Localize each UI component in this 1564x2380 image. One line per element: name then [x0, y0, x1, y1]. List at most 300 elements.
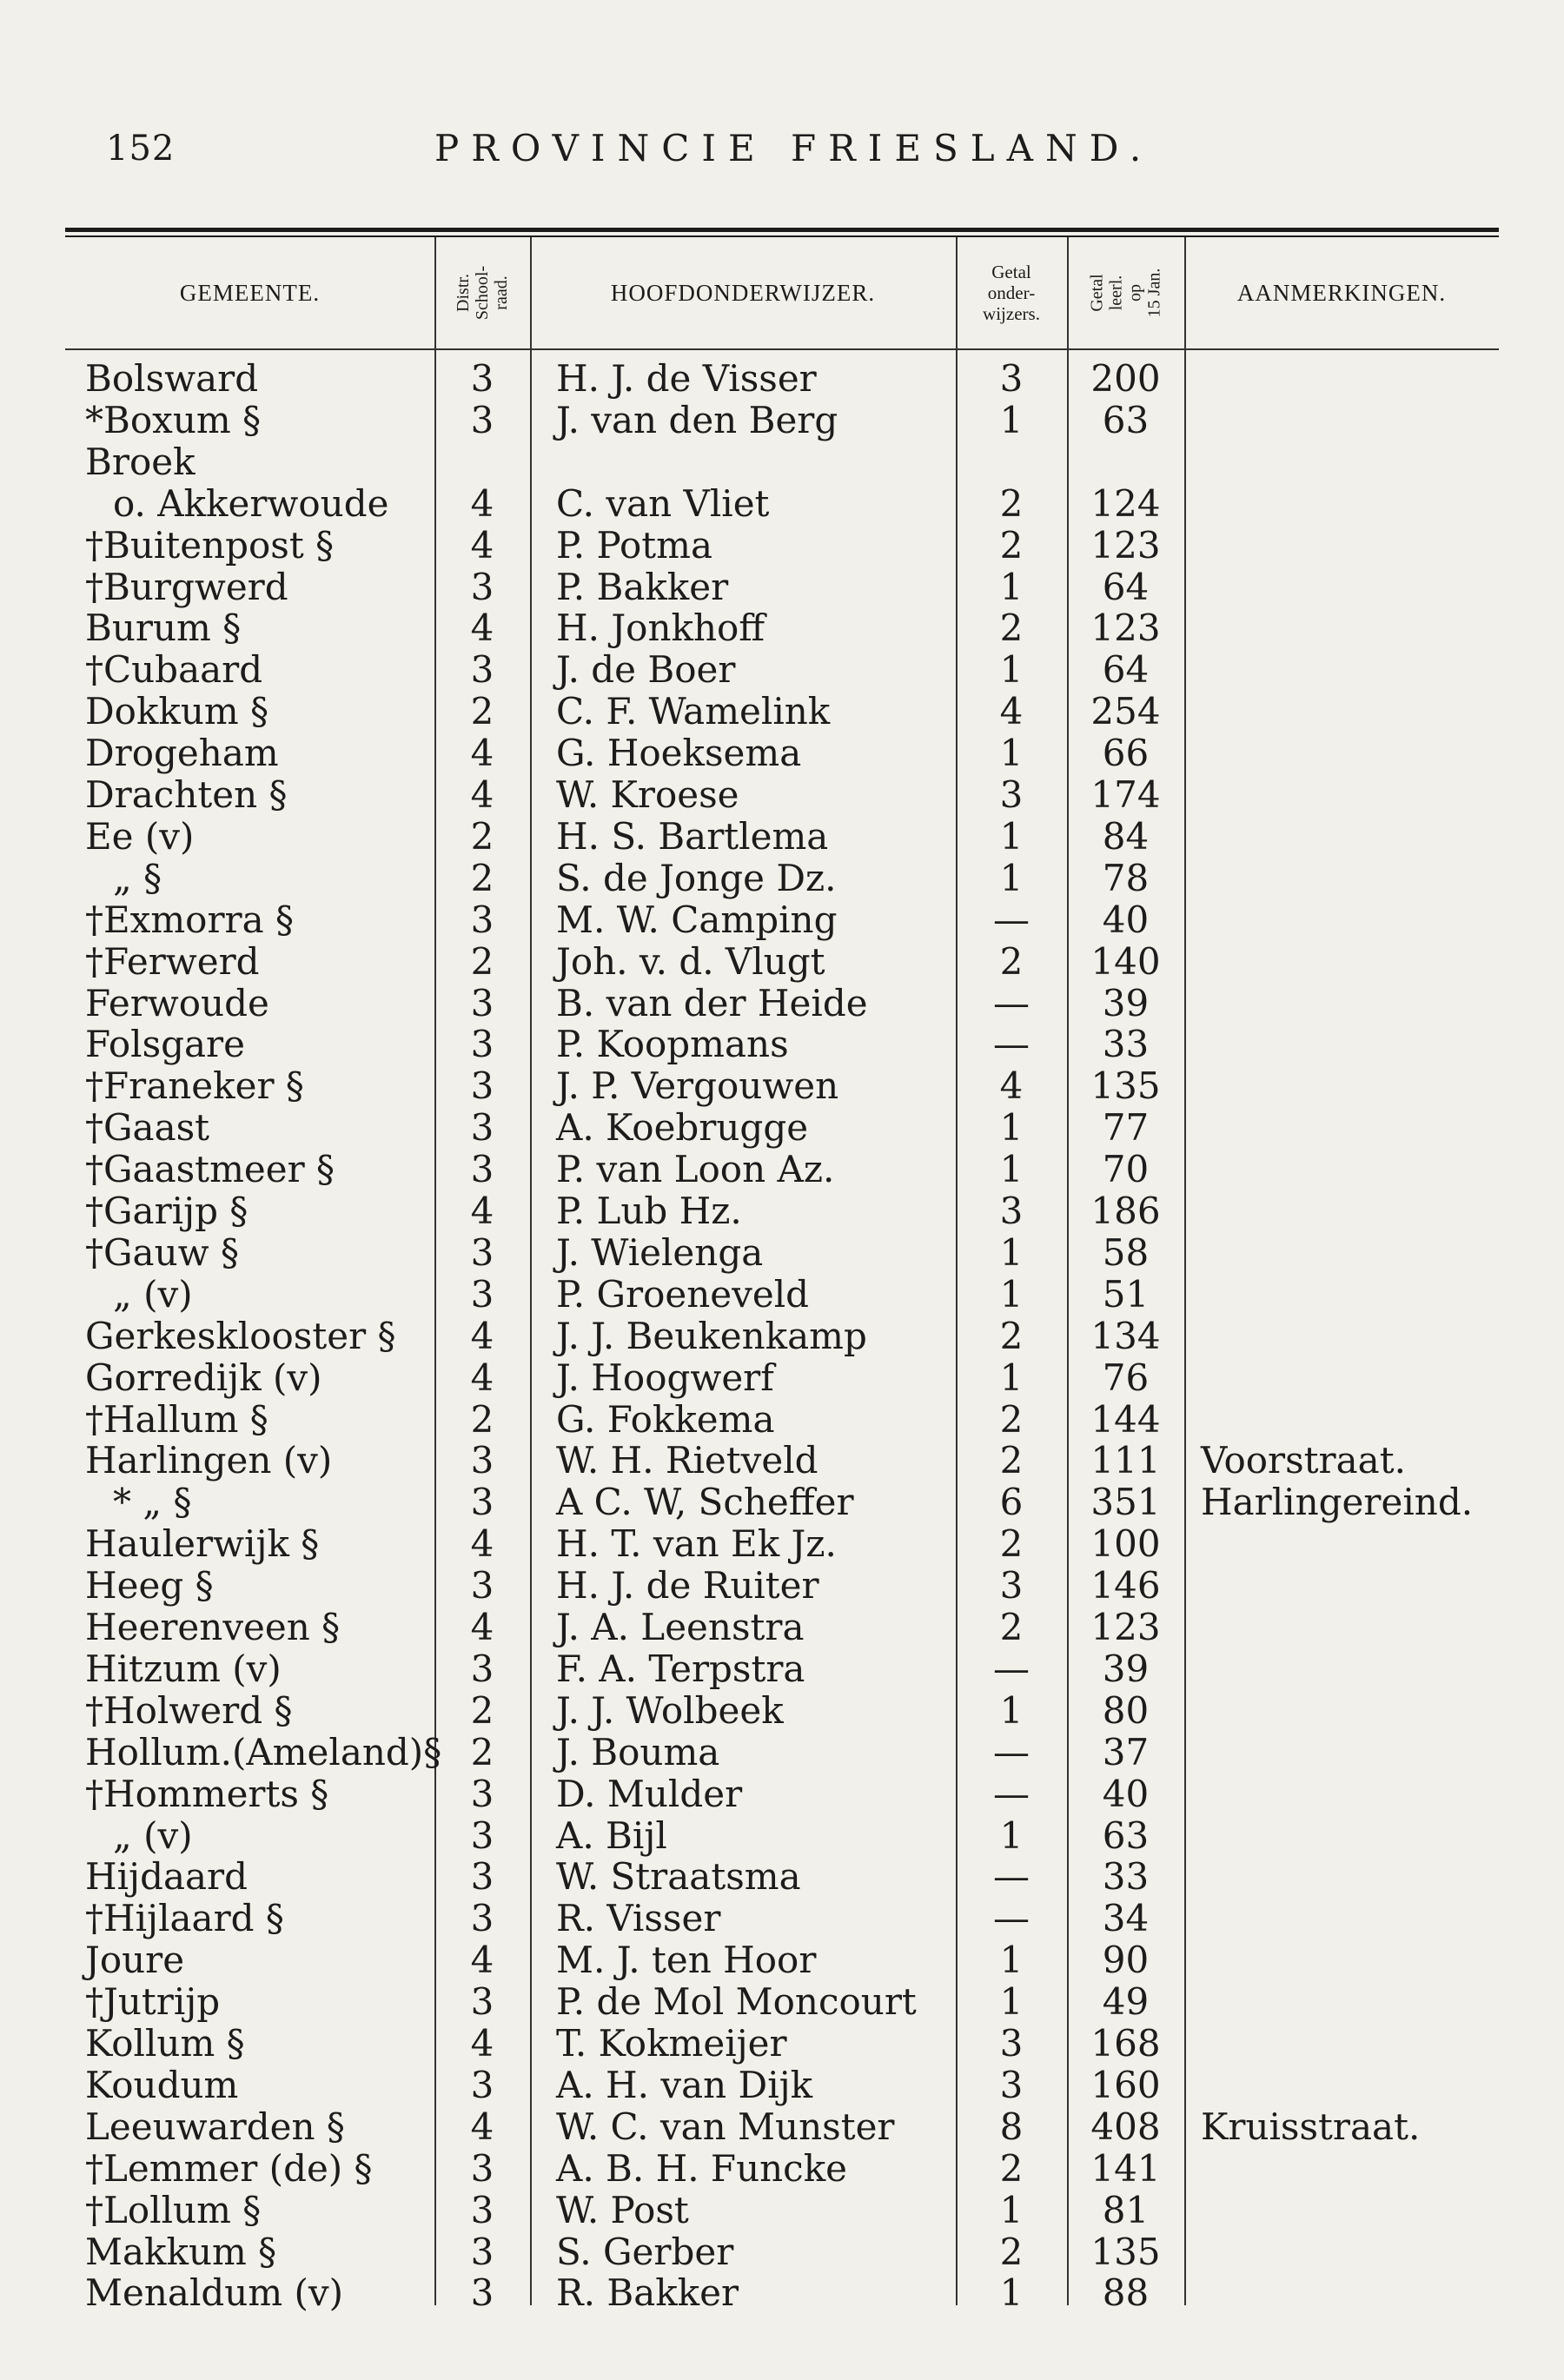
cell-hoofdonderwijzer: P. Lub Hz. [556, 1190, 742, 1232]
cell-getal-onderwijzers: — [993, 1897, 1030, 1940]
cell-getal-onderwijzers: — [993, 1647, 1030, 1690]
cell-getal-onderwijzers: — [993, 1023, 1030, 1066]
cell-hoofdonderwijzer: J. Wielenga [556, 1230, 764, 1274]
cell-getal-leerlingen: 58 [1102, 1230, 1150, 1274]
cell-distr: 3 [470, 2230, 494, 2273]
cell-getal-onderwijzers: 1 [999, 1356, 1024, 1399]
table-row [0, 567, 1564, 607]
cell-getal-leerlingen: 40 [1102, 1772, 1150, 1815]
header-leerl-line2: leerl. [1106, 275, 1126, 311]
header-leerl-line1: Getal [1087, 274, 1107, 312]
table-row [0, 1316, 1564, 1356]
cell-hoofdonderwijzer: G. Fokkema [556, 1397, 775, 1441]
header-gemeente: GEMEENTE. [179, 279, 321, 306]
page-number: 152 [106, 129, 176, 169]
cell-gemeente: Drogeham [85, 732, 279, 775]
cell-gemeente: Haulerwijk § [85, 1522, 320, 1566]
cell-getal-onderwijzers: 1 [999, 648, 1024, 692]
cell-gemeente: Ferwoude [85, 981, 269, 1024]
table-row [0, 691, 1564, 732]
table-row [0, 733, 1564, 773]
cell-gemeente: o. Akkerwoude [113, 481, 389, 525]
cell-hoofdonderwijzer: M. W. Camping [556, 898, 838, 941]
cell-hoofdonderwijzer: A. H. van Dijk [556, 2063, 813, 2106]
cell-getal-onderwijzers: — [993, 1730, 1030, 1773]
table-row [0, 1773, 1564, 1814]
cell-distr: 2 [470, 814, 494, 858]
cell-hoofdonderwijzer: R. Visser [556, 1897, 721, 1940]
cell-distr: 3 [470, 2271, 494, 2315]
cell-getal-onderwijzers: 6 [999, 1481, 1024, 1524]
cell-hoofdonderwijzer: P. Koopmans [556, 1023, 789, 1066]
table-row [0, 1440, 1564, 1481]
cell-distr: 3 [470, 357, 494, 400]
cell-gemeente: †Hijlaard § [85, 1897, 284, 1940]
cell-getal-onderwijzers: — [993, 1772, 1030, 1815]
cell-hoofdonderwijzer: J. P. Vergouwen [556, 1064, 839, 1108]
cell-hoofdonderwijzer: H. T. van Ek Jz. [556, 1522, 837, 1566]
cell-getal-leerlingen: 134 [1090, 1314, 1161, 1357]
cell-hoofdonderwijzer: A. Koebrugge [556, 1106, 809, 1150]
cell-getal-onderwijzers: 1 [999, 1148, 1024, 1191]
cell-getal-onderwijzers: 3 [999, 357, 1024, 400]
cell-getal-leerlingen: 200 [1090, 357, 1161, 400]
cell-distr: 4 [470, 2105, 494, 2148]
cell-hoofdonderwijzer: J. J. Beukenkamp [556, 1314, 867, 1357]
cell-gemeente: †Hommerts § [85, 1772, 329, 1815]
cell-distr: 2 [470, 690, 494, 733]
cell-getal-onderwijzers: 1 [999, 1272, 1024, 1316]
table-row [0, 941, 1564, 982]
cell-gemeente: Koudum [85, 2063, 239, 2106]
header-hoofdonderwijzer: HOOFDONDERWIJZER. [610, 279, 876, 306]
cell-gemeente: Hitzum (v) [85, 1647, 282, 1690]
cell-getal-leerlingen: 63 [1102, 1813, 1150, 1857]
cell-distr: 4 [470, 2022, 494, 2065]
cell-gemeente: Harlingen (v) [85, 1439, 333, 1482]
cell-hoofdonderwijzer: A. B. H. Funcke [556, 2146, 847, 2190]
cell-getal-leerlingen: 123 [1090, 523, 1161, 567]
cell-gemeente: †Gaastmeer § [85, 1148, 335, 1191]
cell-gemeente: †Holwerd § [85, 1688, 293, 1732]
table-row [0, 483, 1564, 524]
cell-getal-onderwijzers: — [993, 981, 1030, 1024]
table-row [0, 1024, 1564, 1064]
cell-gemeente: †Burgwerd [85, 565, 288, 608]
cell-gemeente: Makkum § [85, 2230, 277, 2273]
table-row [0, 1107, 1564, 1148]
cell-distr: 3 [470, 1647, 494, 1690]
cell-distr: 4 [470, 523, 494, 567]
cell-getal-leerlingen: 141 [1090, 2146, 1161, 2190]
cell-gemeente: †Jutrijp [85, 1980, 221, 2024]
cell-hoofdonderwijzer: J. A. Leenstra [556, 1606, 805, 1648]
cell-hoofdonderwijzer: Joh. v. d. Vlugt [556, 939, 825, 983]
cell-getal-onderwijzers: — [993, 898, 1030, 941]
cell-gemeente: Heerenveen § [85, 1606, 341, 1648]
cell-hoofdonderwijzer: P. Bakker [556, 565, 729, 608]
cell-getal-onderwijzers: 1 [999, 1230, 1024, 1274]
cell-aanmerkingen: Kruisstraat. [1201, 2105, 1421, 2148]
cell-getal-onderwijzers: 1 [999, 1813, 1024, 1857]
table-row [0, 1690, 1564, 1731]
cell-distr: 4 [470, 773, 494, 816]
cell-distr: 2 [470, 939, 494, 983]
cell-gemeente: * „ § [113, 1481, 192, 1524]
table-row [0, 858, 1564, 898]
cell-getal-leerlingen: 78 [1102, 856, 1150, 899]
header-rule-bottom [65, 348, 1499, 350]
cell-getal-leerlingen: 135 [1090, 2230, 1161, 2273]
cell-getal-leerlingen: 77 [1102, 1106, 1150, 1150]
cell-getal-leerlingen: 146 [1090, 1564, 1161, 1608]
cell-getal-leerlingen: 70 [1102, 1148, 1150, 1191]
cell-getal-onderwijzers: 3 [999, 2063, 1024, 2106]
cell-distr: 3 [470, 1230, 494, 1274]
cell-distr: 2 [470, 1688, 494, 1732]
cell-distr: 4 [470, 1522, 494, 1566]
cell-hoofdonderwijzer: A C. W, Scheffer [556, 1481, 854, 1524]
table-row [0, 774, 1564, 815]
cell-gemeente: †Ferwerd [85, 939, 260, 983]
cell-getal-onderwijzers: 4 [999, 690, 1024, 733]
table-row [0, 2231, 1564, 2272]
cell-hoofdonderwijzer: T. Kokmeijer [556, 2022, 787, 2065]
cell-getal-onderwijzers: 2 [999, 1439, 1024, 1482]
cell-hoofdonderwijzer: J. van den Berg [556, 398, 838, 441]
cell-getal-onderwijzers: 1 [999, 565, 1024, 608]
header-leerl-line4: 15 Jan. [1144, 268, 1164, 318]
cell-getal-onderwijzers: 1 [999, 1106, 1024, 1150]
cell-getal-onderwijzers: 2 [999, 481, 1024, 525]
cell-getal-onderwijzers: 1 [999, 814, 1024, 858]
cell-distr: 4 [470, 1939, 494, 1982]
cell-getal-onderwijzers: 1 [999, 2271, 1024, 2315]
cell-distr: 3 [470, 1813, 494, 1857]
header-distr-line2: School- [473, 265, 492, 321]
cell-hoofdonderwijzer: G. Hoeksema [556, 732, 802, 775]
cell-getal-onderwijzers: 1 [999, 732, 1024, 775]
table-row [0, 2190, 1564, 2231]
cell-getal-onderwijzers: 3 [999, 2022, 1024, 2065]
cell-getal-onderwijzers: 8 [999, 2105, 1024, 2148]
cell-getal-onderwijzers: 3 [999, 1564, 1024, 1608]
table-row [0, 649, 1564, 690]
cell-hoofdonderwijzer: J. Hoogwerf [556, 1356, 774, 1399]
cell-hoofdonderwijzer: H. J. de Visser [556, 357, 817, 400]
cell-gemeente: „ (v) [113, 1272, 193, 1316]
table-row [0, 1482, 1564, 1522]
table-row [0, 2023, 1564, 2064]
cell-getal-leerlingen: 34 [1102, 1897, 1150, 1940]
cell-hoofdonderwijzer: J. Bouma [556, 1730, 720, 1773]
cell-getal-leerlingen: 88 [1102, 2271, 1150, 2315]
cell-getal-onderwijzers: 1 [999, 1939, 1024, 1982]
header-rule-thick [65, 228, 1499, 232]
table-row [0, 441, 1564, 482]
cell-getal-onderwijzers: 2 [999, 2146, 1024, 2190]
cell-gemeente: Hijdaard [85, 1855, 249, 1899]
cell-gemeente: Heeg § [85, 1564, 214, 1608]
cell-hoofdonderwijzer: A. Bijl [556, 1813, 667, 1857]
table-row [0, 2148, 1564, 2189]
cell-gemeente: Gerkesklooster § [85, 1314, 396, 1357]
cell-distr: 3 [470, 2146, 494, 2190]
running-title: PROVINCIE FRIESLAND. [434, 127, 1154, 169]
cell-gemeente: *Boxum § [85, 398, 262, 441]
cell-gemeente: Joure [85, 1939, 185, 1982]
cell-gemeente: Hollum.(Ameland)§ [85, 1730, 442, 1773]
cell-hoofdonderwijzer: H. S. Bartlema [556, 814, 829, 858]
cell-distr: 3 [470, 565, 494, 608]
cell-distr: 4 [470, 607, 494, 650]
cell-gemeente: Bolsward [85, 357, 259, 400]
cell-distr: 4 [470, 732, 494, 775]
cell-aanmerkingen: Harlingereind. [1201, 1481, 1474, 1524]
cell-distr: 4 [470, 1190, 494, 1232]
cell-getal-leerlingen: 64 [1102, 648, 1150, 692]
cell-gemeente: Folsgare [85, 1023, 245, 1066]
cell-hoofdonderwijzer: C. van Vliet [556, 481, 770, 525]
cell-gemeente: Drachten § [85, 773, 288, 816]
cell-distr: 3 [470, 1106, 494, 1150]
cell-getal-leerlingen: 37 [1102, 1730, 1150, 1773]
cell-hoofdonderwijzer: J. de Boer [556, 648, 736, 692]
cell-getal-leerlingen: 186 [1090, 1190, 1161, 1232]
cell-getal-onderwijzers: 1 [999, 1688, 1024, 1732]
cell-hoofdonderwijzer: S. Gerber [556, 2230, 734, 2273]
cell-getal-onderwijzers: 1 [999, 398, 1024, 441]
cell-getal-onderwijzers: 2 [999, 1397, 1024, 1441]
cell-getal-leerlingen: 123 [1090, 607, 1161, 650]
table-row [0, 1232, 1564, 1273]
cell-distr: 3 [470, 1855, 494, 1899]
cell-distr: 3 [470, 1064, 494, 1108]
cell-gemeente: Leeuwarden § [85, 2105, 345, 2148]
cell-gemeente: Dokkum § [85, 690, 269, 733]
cell-distr: 3 [470, 1772, 494, 1815]
header-leerl-line3: op [1125, 284, 1145, 302]
cell-hoofdonderwijzer: F. A. Terpstra [556, 1647, 805, 1690]
table-row [0, 816, 1564, 857]
cell-distr: 3 [470, 1439, 494, 1482]
cell-getal-leerlingen: 90 [1102, 1939, 1150, 1982]
cell-distr: 2 [470, 856, 494, 899]
cell-getal-onderwijzers: 1 [999, 856, 1024, 899]
cell-getal-onderwijzers: 2 [999, 1522, 1024, 1566]
cell-gemeente: Kollum § [85, 2022, 245, 2065]
cell-getal-leerlingen: 81 [1102, 2188, 1150, 2231]
table-row [0, 1523, 1564, 1564]
table-row [0, 607, 1564, 648]
cell-getal-leerlingen: 33 [1102, 1023, 1150, 1066]
cell-getal-leerlingen: 160 [1090, 2063, 1161, 2106]
cell-getal-onderwijzers: 2 [999, 523, 1024, 567]
cell-getal-onderwijzers: 1 [999, 2188, 1024, 2231]
table-row [0, 1357, 1564, 1398]
cell-getal-leerlingen: 63 [1102, 398, 1150, 441]
cell-distr: 4 [470, 1606, 494, 1648]
cell-gemeente: Ee (v) [85, 814, 195, 858]
table-row [0, 1607, 1564, 1647]
cell-gemeente: †Buitenpost § [85, 523, 335, 567]
cell-getal-leerlingen: 174 [1090, 773, 1161, 816]
cell-distr: 3 [470, 1564, 494, 1608]
cell-distr: 4 [470, 481, 494, 525]
cell-distr: 3 [470, 1897, 494, 1940]
cell-getal-onderwijzers: 3 [999, 1190, 1024, 1232]
cell-getal-leerlingen: 51 [1102, 1272, 1150, 1316]
table-row [0, 1856, 1564, 1897]
cell-getal-leerlingen: 135 [1090, 1064, 1161, 1108]
table-row [0, 1190, 1564, 1231]
cell-hoofdonderwijzer: P. Potma [556, 523, 713, 567]
cell-getal-onderwijzers: 2 [999, 1606, 1024, 1648]
cell-hoofdonderwijzer: W. H. Rietveld [556, 1439, 818, 1482]
cell-getal-onderwijzers: 1 [999, 1980, 1024, 2024]
cell-hoofdonderwijzer: D. Mulder [556, 1772, 743, 1815]
table-row [0, 1565, 1564, 1606]
cell-getal-leerlingen: 64 [1102, 565, 1150, 608]
cell-hoofdonderwijzer: P. Groeneveld [556, 1272, 810, 1316]
cell-getal-leerlingen: 140 [1090, 939, 1161, 983]
cell-distr: 3 [470, 2063, 494, 2106]
cell-hoofdonderwijzer: J. J. Wolbeek [556, 1688, 784, 1732]
cell-getal-leerlingen: 49 [1102, 1980, 1150, 2024]
cell-gemeente: †Lollum § [85, 2188, 262, 2231]
table-row [0, 1274, 1564, 1315]
cell-getal-onderwijzers: 2 [999, 607, 1024, 650]
cell-getal-onderwijzers: 3 [999, 773, 1024, 816]
header-getal-line2: onder- [987, 282, 1036, 303]
cell-distr: 4 [470, 1356, 494, 1399]
cell-hoofdonderwijzer: B. van der Heide [556, 981, 868, 1024]
cell-distr: 3 [470, 2188, 494, 2231]
cell-getal-leerlingen: 351 [1090, 1481, 1161, 1524]
cell-hoofdonderwijzer: H. Jonkhoff [556, 607, 765, 650]
cell-getal-onderwijzers: 4 [999, 1064, 1024, 1108]
cell-distr: 3 [470, 1023, 494, 1066]
cell-distr: 3 [470, 898, 494, 941]
cell-getal-onderwijzers: — [993, 1855, 1030, 1899]
table-row [0, 1898, 1564, 1939]
table-row [0, 1149, 1564, 1190]
cell-hoofdonderwijzer: C. F. Wamelink [556, 690, 831, 733]
cell-gemeente: †Gauw § [85, 1230, 239, 1274]
table-row [0, 2106, 1564, 2147]
cell-hoofdonderwijzer: W. Kroese [556, 773, 739, 816]
cell-getal-leerlingen: 123 [1090, 1606, 1161, 1648]
cell-gemeente: „ § [113, 856, 162, 899]
table-row [0, 1981, 1564, 2022]
cell-gemeente: †Garijp § [85, 1190, 249, 1232]
cell-getal-leerlingen: 80 [1102, 1688, 1150, 1732]
cell-hoofdonderwijzer: P. de Mol Moncourt [556, 1980, 917, 2024]
cell-hoofdonderwijzer: W. Post [556, 2188, 689, 2231]
cell-gemeente: †Cubaard [85, 648, 263, 692]
cell-hoofdonderwijzer: H. J. de Ruiter [556, 1564, 819, 1608]
table-row [0, 358, 1564, 399]
header-distr-line3: raad. [492, 275, 511, 310]
cell-getal-leerlingen: 168 [1090, 2022, 1161, 2065]
cell-distr: 3 [470, 1980, 494, 2024]
table-row [0, 2272, 1564, 2313]
cell-getal-leerlingen: 124 [1090, 481, 1161, 525]
table-row [0, 400, 1564, 441]
table-row [0, 2065, 1564, 2105]
cell-hoofdonderwijzer: M. J. ten Hoor [556, 1939, 817, 1982]
cell-aanmerkingen: Voorstraat. [1201, 1439, 1406, 1482]
cell-getal-leerlingen: 40 [1102, 898, 1150, 941]
cell-distr: 3 [470, 1148, 494, 1191]
cell-distr: 3 [470, 981, 494, 1024]
table-row [0, 1732, 1564, 1773]
cell-gemeente: „ (v) [113, 1813, 193, 1857]
header-getal-leerlingen [1067, 237, 1184, 348]
cell-gemeente: Gorredijk (v) [85, 1356, 322, 1399]
cell-getal-onderwijzers: 2 [999, 2230, 1024, 2273]
cell-gemeente: †Franeker § [85, 1064, 304, 1108]
cell-getal-leerlingen: 66 [1102, 732, 1150, 775]
cell-gemeente: †Gaast [85, 1106, 210, 1150]
cell-getal-leerlingen: 33 [1102, 1855, 1150, 1899]
cell-gemeente: Menaldum (v) [85, 2271, 343, 2315]
cell-gemeente: †Hallum § [85, 1397, 268, 1441]
cell-gemeente: †Exmorra § [85, 898, 295, 941]
cell-distr: 4 [470, 1314, 494, 1357]
cell-distr: 3 [470, 648, 494, 692]
header-getal-line1: Getal [991, 261, 1031, 282]
table-row [0, 1648, 1564, 1689]
header-aanmerkingen: AANMERKINGEN. [1236, 279, 1447, 306]
cell-getal-leerlingen: 144 [1090, 1397, 1161, 1441]
cell-distr: 3 [470, 1481, 494, 1524]
table-row [0, 899, 1564, 940]
cell-getal-leerlingen: 39 [1102, 981, 1150, 1024]
header-distr-line1: Distr. [454, 274, 473, 312]
cell-hoofdonderwijzer: P. van Loon Az. [556, 1148, 835, 1191]
cell-distr: 2 [470, 1397, 494, 1441]
cell-hoofdonderwijzer: S. de Jonge Dz. [556, 856, 837, 899]
header-distr [434, 237, 530, 348]
cell-distr: 2 [470, 1730, 494, 1773]
cell-getal-leerlingen: 84 [1102, 814, 1150, 858]
cell-distr: 3 [470, 398, 494, 441]
cell-getal-leerlingen: 39 [1102, 1647, 1150, 1690]
cell-gemeente: †Lemmer (de) § [85, 2146, 373, 2190]
cell-getal-onderwijzers: 2 [999, 939, 1024, 983]
table-row [0, 1939, 1564, 1980]
table-row [0, 1815, 1564, 1856]
cell-gemeente: Burum § [85, 607, 242, 650]
cell-hoofdonderwijzer: W. Straatsma [556, 1855, 801, 1899]
table-row [0, 983, 1564, 1024]
cell-distr: 3 [470, 1272, 494, 1316]
header-getal-line3: wijzers. [983, 303, 1040, 325]
table-header [0, 237, 1564, 348]
table-row [0, 525, 1564, 566]
header-getal-onderwijzers [956, 237, 1067, 348]
cell-getal-onderwijzers: 2 [999, 1314, 1024, 1357]
cell-hoofdonderwijzer: W. C. van Munster [556, 2105, 895, 2148]
table-row [0, 1065, 1564, 1106]
cell-getal-leerlingen: 254 [1090, 690, 1161, 733]
cell-getal-leerlingen: 408 [1090, 2105, 1161, 2148]
cell-gemeente: Broek [85, 440, 196, 483]
cell-hoofdonderwijzer: R. Bakker [556, 2271, 739, 2315]
table-row [0, 1399, 1564, 1440]
cell-getal-leerlingen: 76 [1102, 1356, 1150, 1399]
